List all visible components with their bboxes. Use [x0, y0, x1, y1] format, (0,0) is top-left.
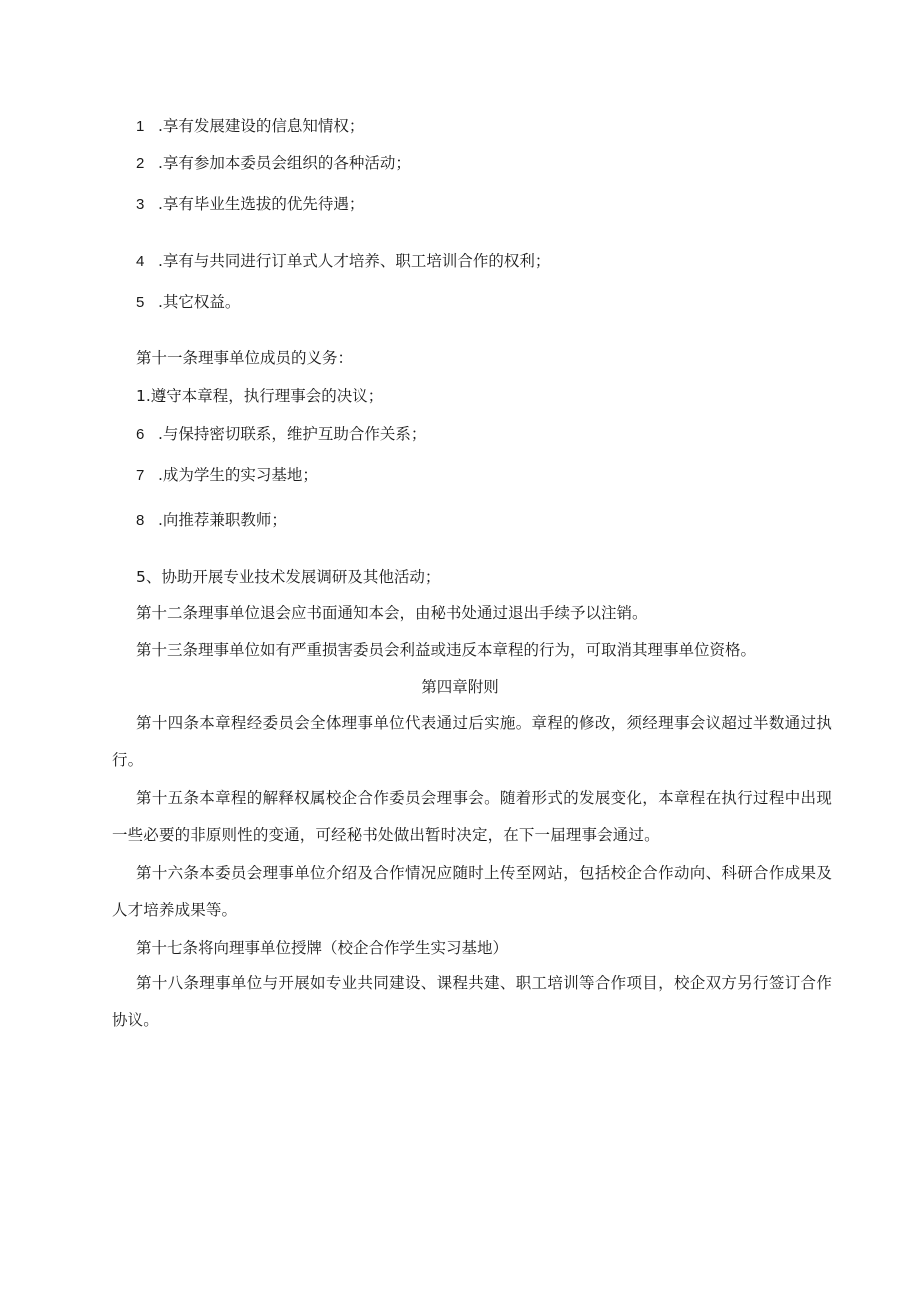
- article-18: 第十八条理事单位与开展如专业共同建设、课程共建、职工培训等合作项目，校企双方另行签订合作协议。: [112, 974, 832, 1029]
- duties-item-6: [136, 424, 426, 445]
- article-15: 第十五条本章程的解释权属校企合作委员会理事会。随着形式的发展变化，本章程在执行过程中出现一些必要的非原则性的变通，可经秘书处做出暂时决定，在下一届理事会通过。: [112, 789, 832, 844]
- article-14: 第十四条本章程经委员会全体理事单位代表通过后实施。章程的修改，须经理事会议超过半数通过执行。: [112, 714, 832, 769]
- list-number: 4: [136, 253, 145, 270]
- list-text: .与保持密切联系，维护互助合作关系；: [158, 425, 427, 443]
- list-text: 5、协助开展专业技术发展调研及其他活动；: [136, 568, 441, 586]
- rights-item-2: [136, 153, 411, 174]
- list-number: 7: [136, 467, 145, 484]
- list-text: .其它权益。: [158, 293, 241, 311]
- rights-item-3: [136, 194, 364, 215]
- duties-item-7: [136, 465, 318, 486]
- rights-item-5: [136, 292, 240, 313]
- list-number: 8: [136, 512, 145, 529]
- article-16: 第十六条本委员会理事单位介绍及合作情况应随时上传至网站，包括校企合作动向、科研合作成果及人才培养成果等。: [112, 864, 832, 919]
- list-number: 2: [136, 155, 145, 172]
- list-text: .享有发展建设的信息知情权；: [158, 117, 365, 135]
- duties-item-8: [136, 510, 287, 531]
- list-number: 1: [136, 118, 145, 135]
- list-number: 6: [136, 426, 145, 443]
- list-number: 5: [136, 294, 145, 311]
- list-text: .成为学生的实习基地；: [158, 466, 318, 484]
- article-12: 第十二条理事单位退会应书面通知本会，由秘书处通过退出手续予以注销。: [136, 604, 648, 622]
- duties-item-1: [136, 386, 383, 406]
- article-11: 第十一条理事单位成员的义务：: [136, 349, 354, 367]
- list-text: .享有与共同进行订单式人才培养、职工培训合作的权利；: [158, 252, 551, 270]
- list-text: .享有毕业生选拔的优先待遇；: [158, 195, 365, 213]
- article-17: 第十七条将向理事单位授牌（校企合作学生实习基地）: [136, 939, 509, 957]
- list-text: .向推荐兼职教师；: [158, 511, 287, 529]
- rights-item-1: [136, 116, 364, 137]
- list-number: 3: [136, 196, 145, 213]
- article-13: 第十三条理事单位如有严重损害委员会利益或违反本章程的行为，可取消其理事单位资格。: [136, 641, 757, 659]
- rights-item-4: [136, 251, 550, 272]
- duties-item-5: [136, 567, 440, 587]
- list-text: 1.遵守本章程，执行理事会的决议；: [136, 387, 384, 405]
- chapter-heading: 第四章附则: [421, 678, 499, 696]
- list-text: .享有参加本委员会组织的各种活动；: [158, 154, 411, 172]
